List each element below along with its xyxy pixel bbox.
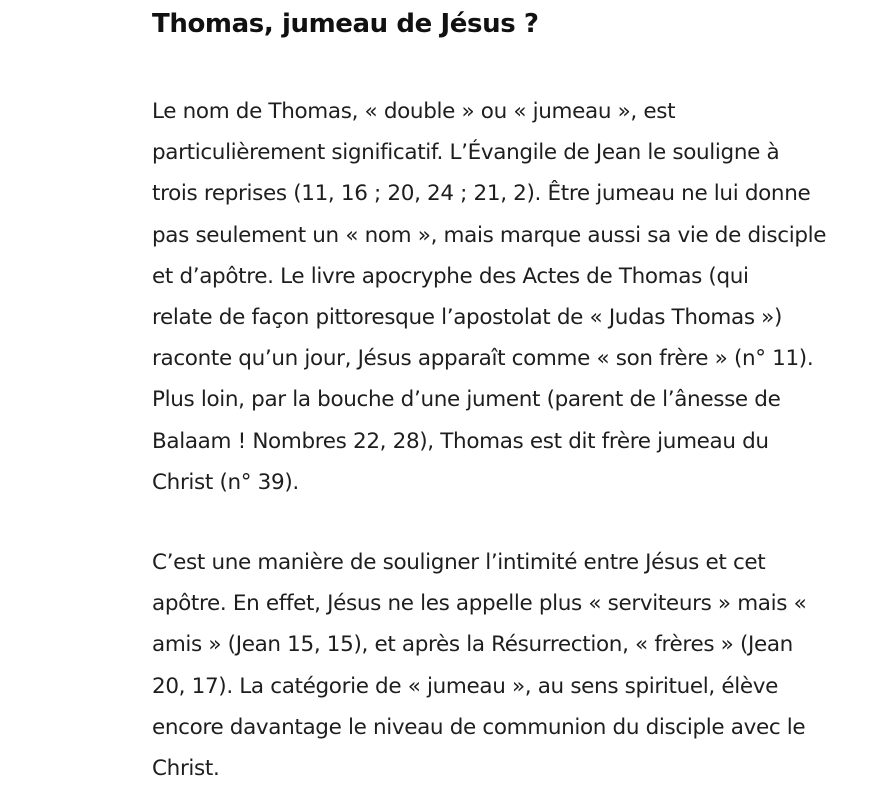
paragraph-line: trois reprises (11, 16 ; 20, 24 ; 21, 2). Être jumeau ne lui donne	[152, 181, 811, 207]
paragraph-line: Christ (n° 39).	[152, 469, 299, 495]
paragraph-line: particulièrement significatif. L’Évangile de Jean le souligne à	[152, 140, 780, 166]
paragraph-line: encore davantage le niveau de communion du disciple avec le	[152, 714, 806, 740]
article	[152, 0, 842, 789]
paragraph-line: pas seulement un « nom », mais marque aussi sa vie de disciple	[152, 222, 827, 248]
paragraph-line: Le nom de Thomas, « double » ou « jumeau », est	[152, 99, 676, 124]
paragraph-line: Balaam ! Nombres 22, 28), Thomas est dit frère jumeau du	[152, 428, 769, 454]
paragraph-line: C’est une manière de souligner l’intimité entre Jésus et cet	[152, 550, 766, 576]
paragraph-line: Christ.	[152, 756, 220, 782]
paragraph-line: et d’apôtre. Le livre apocryphe des Actes de Thomas (qui	[152, 263, 749, 289]
paragraph-line: amis » (Jean 15, 15), et après la Résurrection, « frères » (Jean	[152, 632, 793, 658]
paragraph-2	[152, 542, 842, 789]
paragraph-line: raconte qu’un jour, Jésus apparaît comme « son frère » (n° 11).	[152, 346, 814, 372]
article-title: Thomas, jumeau de Jésus ?	[152, 9, 539, 39]
paragraph-line: 20, 17). La catégorie de « jumeau », au sens spirituel, élève	[152, 673, 779, 699]
paragraph-1	[152, 91, 842, 503]
paragraph-line: Plus loin, par la bouche d’une jument (parent de l’ânesse de	[152, 387, 781, 413]
paragraph-line: apôtre. En effet, Jésus ne les appelle plus « serviteurs » mais «	[152, 591, 807, 617]
paragraph-line: relate de façon pittoresque l’apostolat de « Judas Thomas »)	[152, 305, 783, 331]
